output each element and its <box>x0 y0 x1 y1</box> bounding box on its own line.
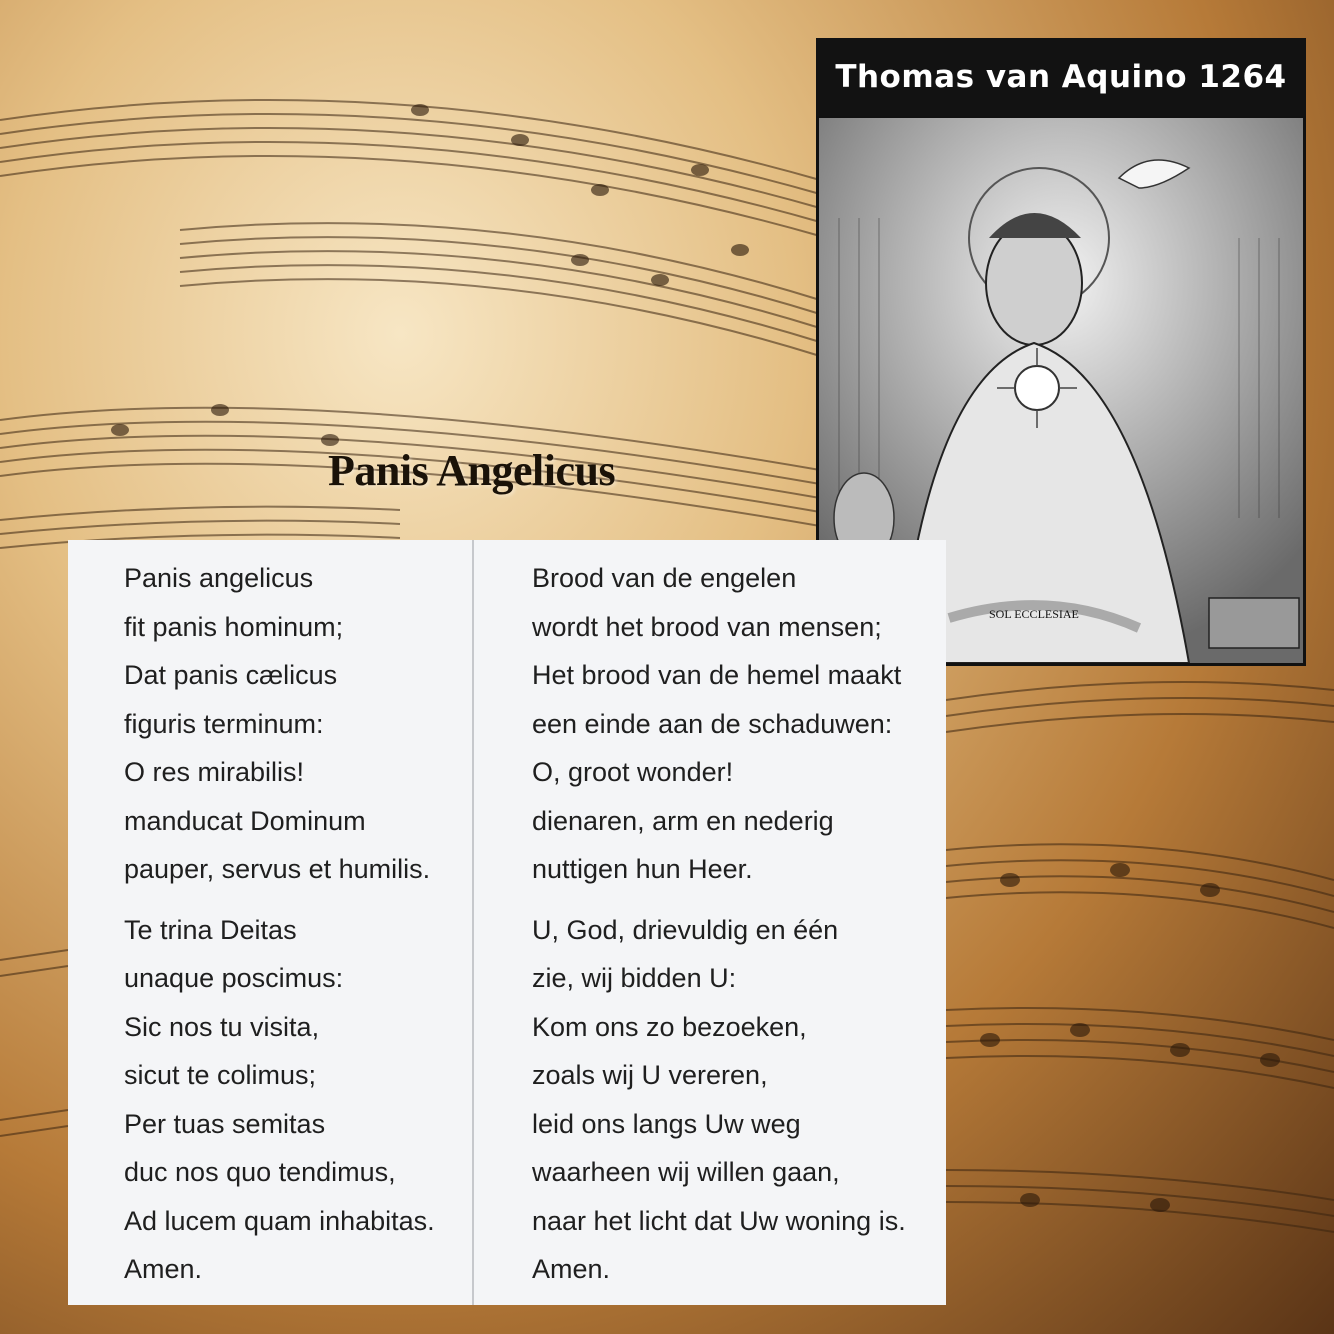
lyric-line: Amen. <box>124 1254 203 1284</box>
lyric-line: een einde aan de schaduwen: <box>532 708 893 739</box>
lyric-line: sicut te colimus; <box>124 1060 317 1090</box>
lyric-line: Dat panis cælicus <box>124 660 338 690</box>
lyric-line: figuris terminum: <box>124 708 324 739</box>
dutch-stanza-1 <box>532 554 906 894</box>
lyric-line: manducat Dominum <box>124 805 366 836</box>
lyric-line: wordt het brood van mensen; <box>532 611 882 642</box>
lyric-line: nuttigen hun Heer. <box>532 854 753 884</box>
lyric-line: unaque poscimus: <box>124 963 344 993</box>
lyric-line: Te trina Deitas <box>124 914 297 945</box>
engraving-ribbon-text: SOL ECCLESIAE <box>989 607 1079 621</box>
lyric-line: fit panis hominum; <box>124 611 344 642</box>
lyric-line: naar het licht dat Uw woning is. <box>532 1205 906 1236</box>
lyric-line: O res mirabilis! <box>124 757 305 787</box>
lyric-line: zoals wij U vereren, <box>532 1060 768 1090</box>
lyric-line: Sic nos tu visita, <box>124 1011 320 1042</box>
column-divider <box>472 540 474 1305</box>
lyric-line: leid ons langs Uw weg <box>532 1108 801 1139</box>
page-title: Panis Angelicus <box>328 446 616 495</box>
lyric-line: Brood van de engelen <box>532 563 797 593</box>
lyric-line: U, God, drievuldig en één <box>532 914 839 945</box>
lyric-line: Ad lucem quam inhabitas. <box>124 1205 435 1236</box>
dutch-stanza-2 <box>532 906 906 1294</box>
lyrics-panel <box>68 540 946 1305</box>
lyric-line: dienaren, arm en nederig <box>532 805 834 836</box>
lyric-line: Panis angelicus <box>124 563 314 593</box>
lyric-line: pauper, servus et humilis. <box>124 854 431 884</box>
lyric-line: Het brood van de hemel maakt <box>532 660 902 690</box>
lyric-line: zie, wij bidden U: <box>532 963 737 993</box>
latin-stanza-2 <box>124 906 435 1294</box>
latin-column <box>124 554 435 1306</box>
portrait-caption: Thomas van Aquino 1264 <box>816 38 1306 116</box>
lyric-line: Kom ons zo bezoeken, <box>532 1011 807 1042</box>
lyric-line: O, groot wonder! <box>532 757 734 787</box>
dutch-column <box>532 554 906 1306</box>
lyric-line: Per tuas semitas <box>124 1108 326 1139</box>
lyric-line: waarheen wij willen gaan, <box>532 1157 840 1187</box>
latin-stanza-1 <box>124 554 435 894</box>
lyric-line: duc nos quo tendimus, <box>124 1157 396 1187</box>
lyric-line: Amen. <box>532 1254 611 1284</box>
